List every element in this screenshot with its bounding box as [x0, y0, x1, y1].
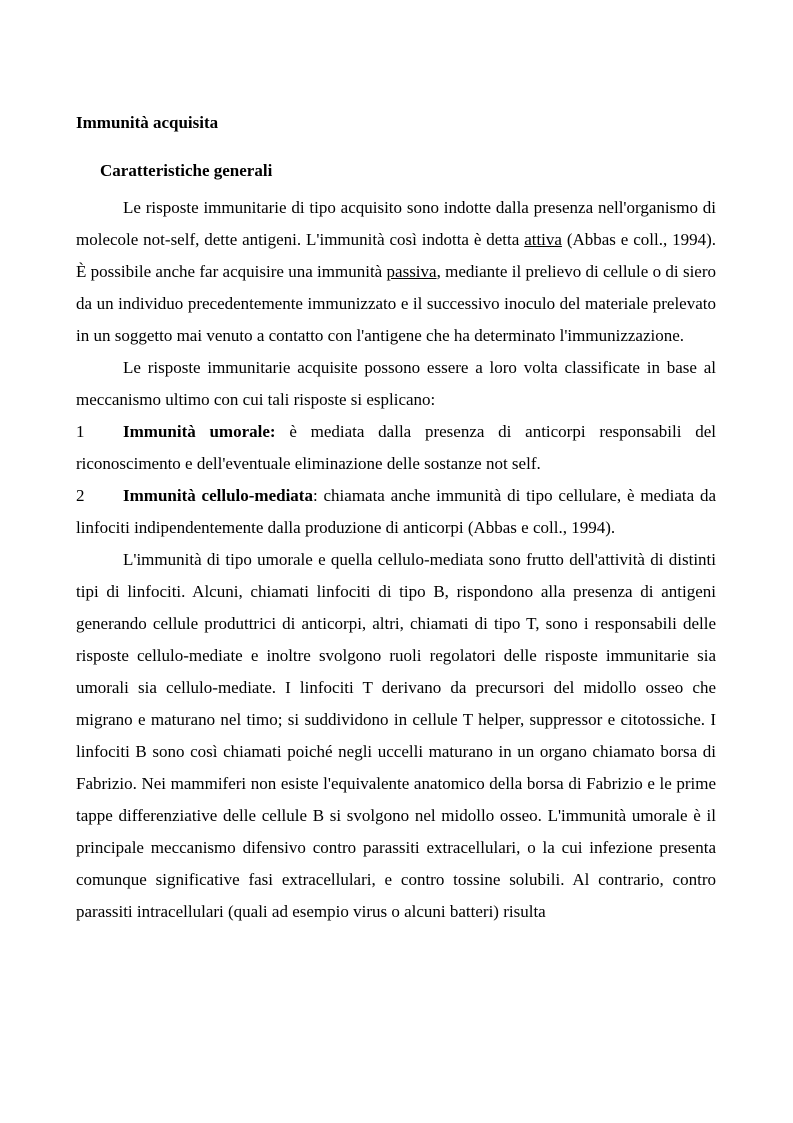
list-item-text: : chiamata anche immunità di tipo cellulare, è mediata da linfociti indipendentemente dalla produzione di anticorpi (Abbas e coll., 1994). [76, 486, 716, 537]
term-attiva: attiva [524, 230, 562, 249]
paragraph-3: L'immunità di tipo umorale e quella cellulo-mediata sono frutto dell'attività di distinti tipi di linfociti. Alcuni, chiamati linfociti di tipo B, rispondono alla presenza di antigeni generando cellule produttrici di anticorpi, altri, chiamati di tipo T, sono i responsabili delle risposte cellulo-mediate e inoltre svolgono ruoli regolatori delle risposte immunitarie sia umorali sia cellulo-mediate. I linfociti T derivano da precursori del midollo osseo che migrano e maturano nel timo; si suddividono in cellule T helper, suppressor e citotossiche. I linfociti B sono così chiamati poiché negli uccelli maturano in un organo chiamato borsa di Fabrizio. Nei mammiferi non esiste l'equivalente anatomico della borsa di Fabrizio e le prime tappe differenziative delle cellule B si svolgono nel midollo osseo. L'immunità umorale è il principale meccanismo difensivo contro parassiti extracellulari, o la cui infezione presenta comunque significative fasi extracellulari, e contro tossine solubili. Al contrario, contro parassiti intracellulari (quali ad esempio virus o alcuni batteri) risulta [76, 550, 716, 921]
list-item-text: è mediata dalla presenza di anticorpi responsabili del riconoscimento e dell'eventuale eliminazione delle sostanze not self. [76, 422, 716, 473]
paragraph-1-text-b: (Abbas e coll., 1994). È possibile anche far acquisire una immunità [76, 230, 716, 281]
list-item-number: 1 [76, 422, 85, 441]
list-item-term: Immunità umorale: [123, 422, 276, 441]
section-heading: Immunità acquisita [76, 113, 219, 132]
paragraph-1 [76, 192, 716, 352]
list-item-term: Immunità cellulo-mediata [123, 486, 313, 505]
list-item-1 [76, 416, 716, 480]
subsection-heading: Caratteristiche generali [100, 161, 273, 180]
term-passiva: passiva [386, 262, 437, 281]
paragraph-1-text-a: Le risposte immunitarie di tipo acquisito sono indotte dalla presenza nell'organismo di molecole not-self, dette antigeni. L'immunità così indotta è detta [76, 198, 716, 249]
list-item-number: 2 [76, 486, 85, 505]
paragraph-2: Le risposte immunitarie acquisite possono essere a loro volta classificate in base al meccanismo ultimo con cui tali risposte si esplicano: [76, 358, 716, 409]
list-item-2 [76, 480, 716, 544]
paragraph-1-text-c: , mediante il prelievo di cellule o di siero da un individuo precedentemente immunizzato e il successivo inoculo del materiale prelevato in un soggetto mai venuto a contatto con l'antigene che ha determinato l'immunizzazione. [76, 262, 717, 345]
body-text [76, 192, 716, 928]
